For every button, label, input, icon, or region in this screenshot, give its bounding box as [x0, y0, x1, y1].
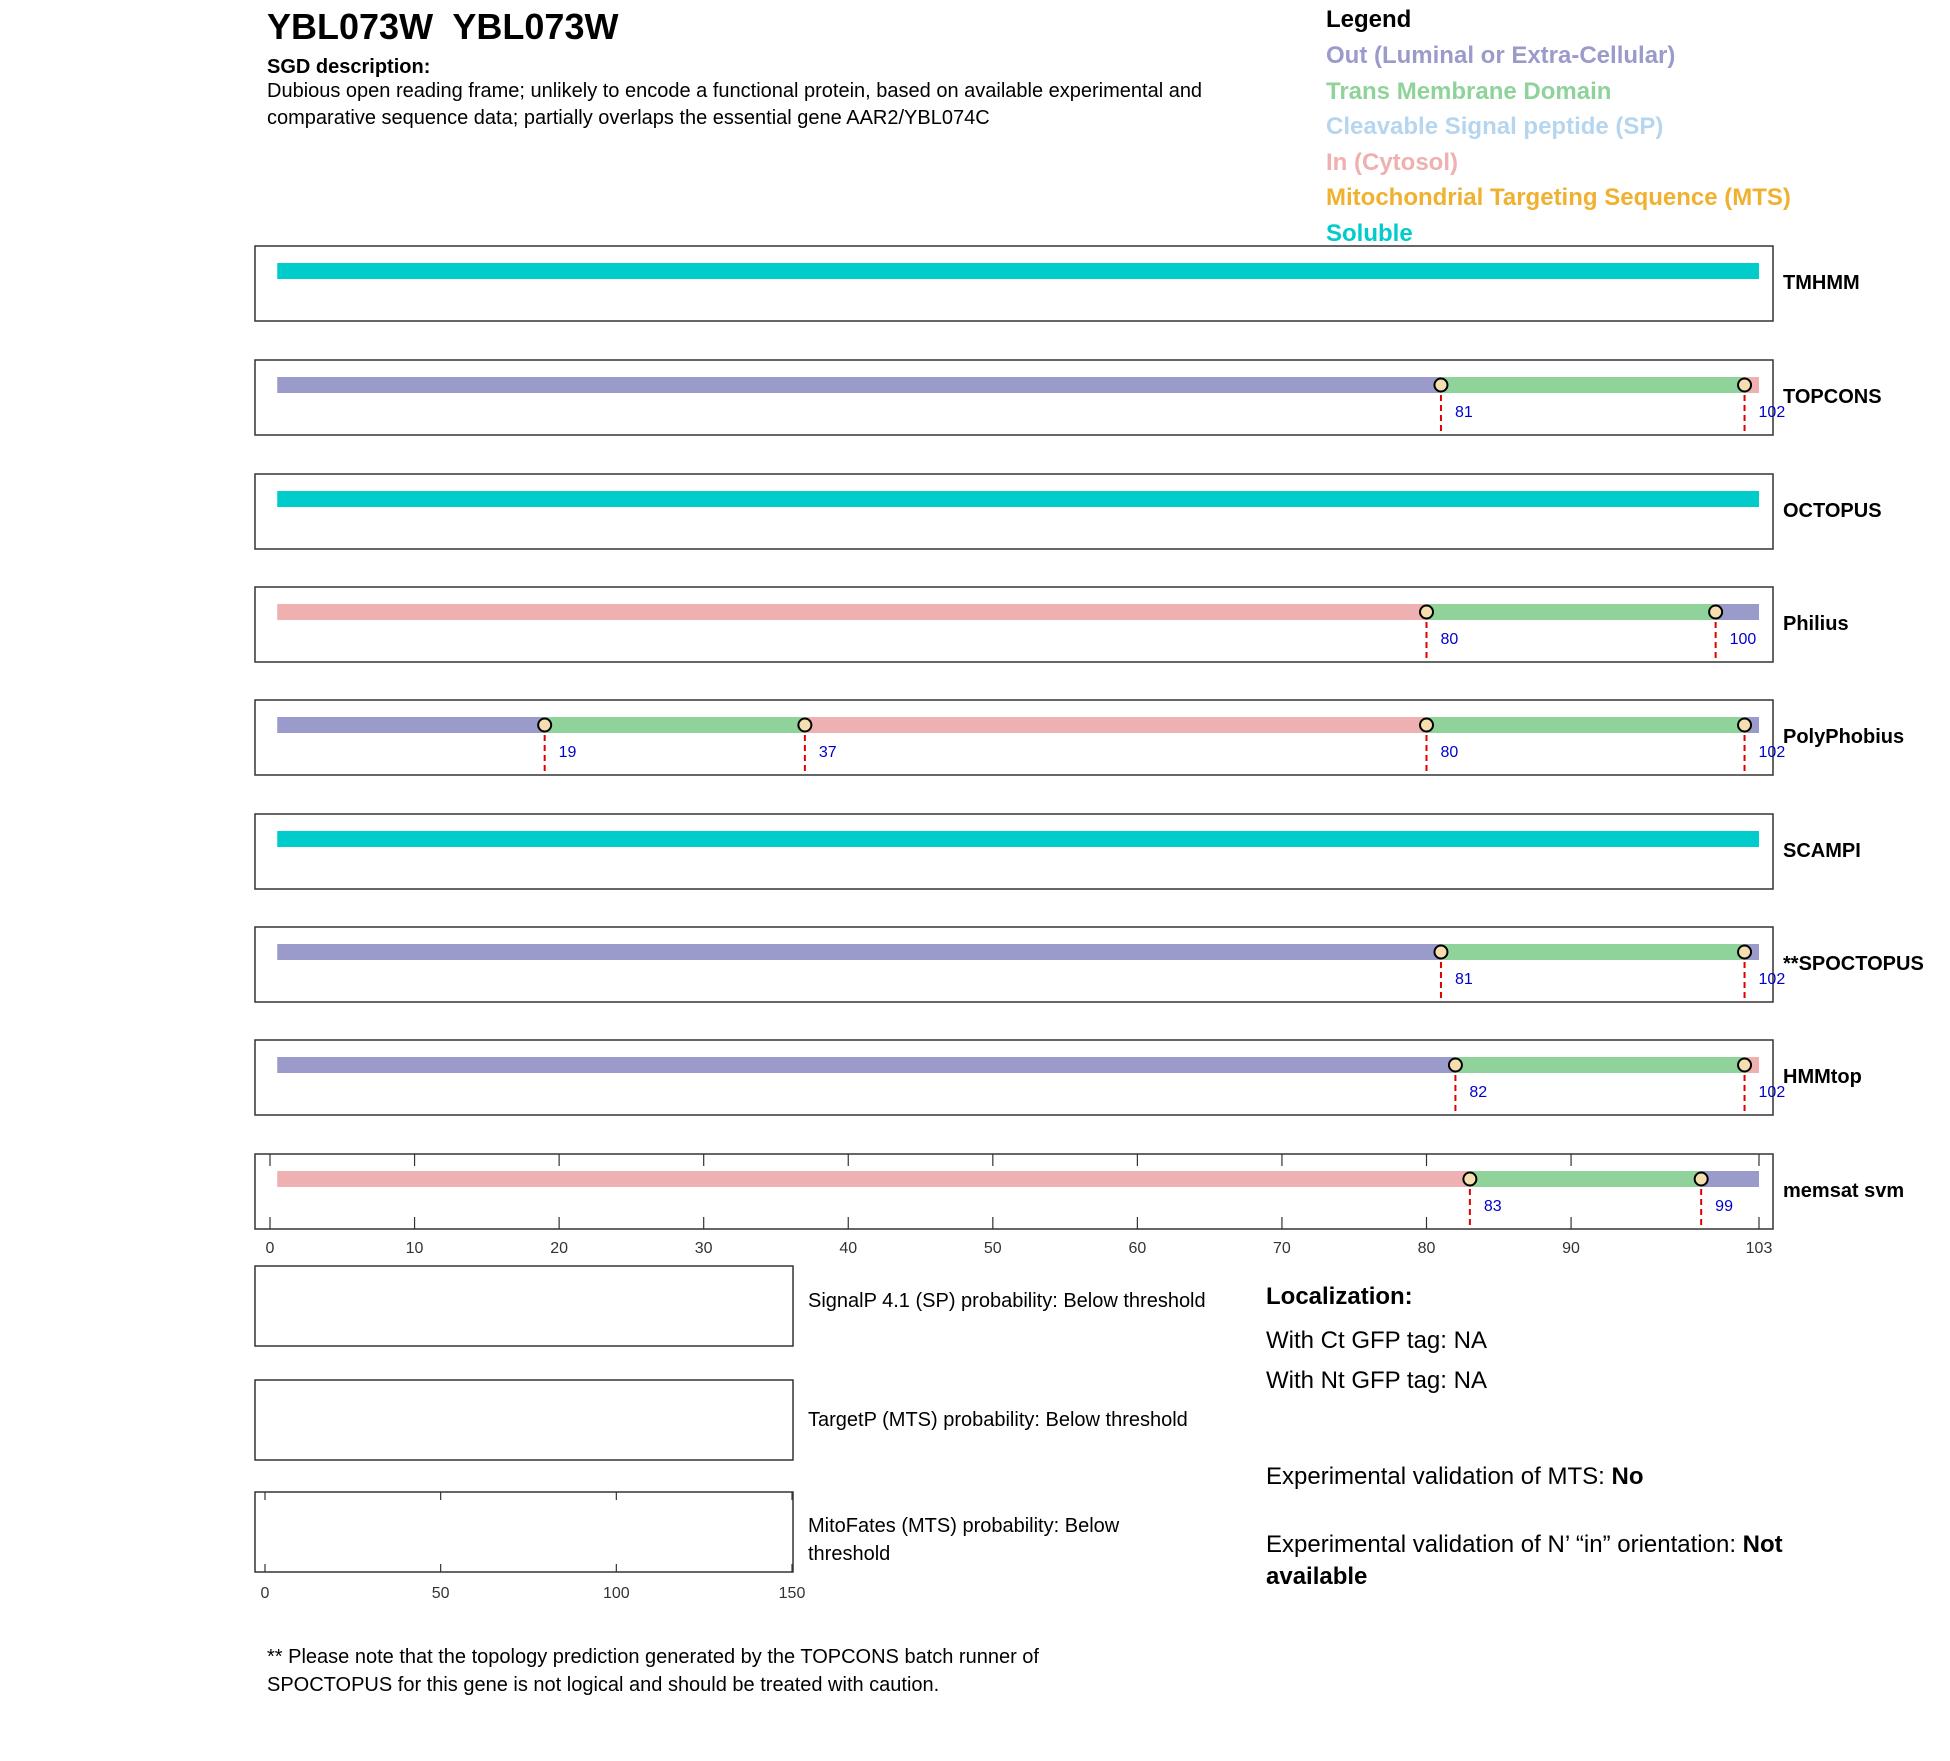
legend-item-soluble: Soluble — [1326, 219, 1413, 247]
segment-out — [277, 1057, 1455, 1073]
track-label: HMMtop — [1783, 1066, 1862, 1088]
localization-ct: With Ct GFP tag: NA — [1266, 1327, 1487, 1354]
boundary-label: 102 — [1758, 404, 1786, 421]
x-tick-label: 0 — [265, 1240, 275, 1257]
track-label: TMHMM — [1783, 272, 1860, 294]
track-box-octopus — [255, 474, 1773, 549]
probability-panel-box — [255, 1380, 793, 1460]
segment-in — [805, 717, 1427, 733]
validation-orientation-value: Not available — [1266, 1531, 1783, 1590]
legend-item-in: In (Cytosol) — [1326, 148, 1458, 176]
probability-panel-box — [255, 1266, 793, 1346]
track-box-memsat-svm — [255, 1154, 1773, 1229]
sgd-description-text: Dubious open reading frame; unlikely to encode a functional protein, based on available experimental and comparative sequence data; partially overlaps the essential gene AAR2/YBL074C — [267, 80, 1203, 129]
boundary-label: 37 — [818, 744, 837, 761]
segment-out — [277, 944, 1441, 960]
validation-orientation — [1266, 1529, 1866, 1593]
boundary-marker — [1434, 946, 1447, 959]
segment-tm — [1427, 717, 1745, 733]
boundary-marker — [1449, 1059, 1462, 1072]
track-label: **SPOCTOPUS — [1783, 953, 1924, 975]
localization-nt: With Nt GFP tag: NA — [1266, 1367, 1487, 1394]
segment-tm — [1427, 604, 1716, 620]
legend-title: Legend — [1326, 6, 1412, 33]
boundary-label: 100 — [1729, 631, 1757, 648]
boundary-label: 81 — [1454, 404, 1473, 421]
segment-soluble — [277, 263, 1759, 279]
validation-mts-value: No — [1611, 1463, 1644, 1490]
legend-item-mts: Mitochondrial Targeting Sequence (MTS) — [1326, 184, 1791, 212]
track-label: Philius — [1783, 613, 1849, 635]
footnote: ** Please note that the topology prediction generated by the TOPCONS batch runner of SPOCTOPUS for this gene is not logical and should be treated with caution. — [267, 1646, 1039, 1696]
prob-tick-label: 0 — [260, 1585, 270, 1602]
segment-out — [277, 377, 1441, 393]
track-box-spoctopus — [255, 927, 1773, 1002]
segment-soluble — [277, 831, 1759, 847]
boundary-label: 102 — [1758, 744, 1786, 761]
x-tick-label: 60 — [1128, 1240, 1147, 1257]
boundary-marker — [1709, 606, 1722, 619]
track-box-hmmtop — [255, 1040, 1773, 1115]
validation-orientation-prefix: Experimental validation of N’ “in” orientation: — [1266, 1531, 1743, 1558]
x-tick-label: 10 — [405, 1240, 424, 1257]
prob-tick-label: 150 — [778, 1585, 806, 1602]
page-title: YBL073W YBL073W — [267, 6, 619, 47]
boundary-label: 82 — [1469, 1084, 1488, 1101]
x-tick-label: 103 — [1745, 1240, 1773, 1257]
track-box-polyphobius — [255, 700, 1773, 775]
validation-mts — [1266, 1463, 1643, 1491]
segment-tm — [1470, 1171, 1701, 1187]
validation-mts-prefix: Experimental validation of MTS: — [1266, 1463, 1612, 1490]
boundary-marker — [1738, 719, 1751, 732]
track-label: memsat svm — [1783, 1180, 1905, 1202]
x-tick-label: 20 — [550, 1240, 569, 1257]
localization-title: Localization: — [1266, 1283, 1413, 1310]
boundary-marker — [1463, 1173, 1476, 1186]
x-tick-label: 90 — [1562, 1240, 1580, 1257]
track-label: PolyPhobius — [1783, 726, 1905, 748]
segment-in — [277, 1171, 1470, 1187]
boundary-label: 80 — [1440, 631, 1459, 648]
boundary-label: 99 — [1715, 1198, 1733, 1215]
segment-soluble — [277, 491, 1759, 507]
boundary-marker — [1434, 379, 1447, 392]
boundary-marker — [1420, 606, 1433, 619]
boundary-marker — [1695, 1173, 1708, 1186]
prob-tick-label: 100 — [602, 1585, 630, 1602]
legend-item-tm: Trans Membrane Domain — [1326, 77, 1612, 105]
segment-tm — [1441, 377, 1745, 393]
mitofates-label: MitoFates (MTS) probability: Below threshold — [808, 1515, 1120, 1565]
track-box-scampi — [255, 814, 1773, 889]
signalp-label: SignalP 4.1 (SP) probability: Below threshold — [808, 1290, 1206, 1312]
boundary-label: 80 — [1440, 744, 1459, 761]
boundary-marker — [1738, 379, 1751, 392]
x-tick-label: 70 — [1273, 1240, 1291, 1257]
targetp-label: TargetP (MTS) probability: Below threshold — [808, 1409, 1188, 1431]
track-box-philius — [255, 587, 1773, 662]
x-tick-label: 40 — [839, 1240, 858, 1257]
track-box-tmhmm — [255, 246, 1773, 321]
legend-item-sp: Cleavable Signal peptide (SP) — [1326, 113, 1664, 141]
x-tick-label: 50 — [983, 1240, 1002, 1257]
boundary-marker — [1420, 719, 1433, 732]
boundary-label: 83 — [1483, 1198, 1502, 1215]
boundary-marker — [1738, 1059, 1751, 1072]
sgd-description-label: SGD description: — [267, 56, 431, 78]
segment-out — [277, 717, 544, 733]
track-label: TOPCONS — [1783, 386, 1882, 408]
boundary-marker — [538, 719, 551, 732]
legend-item-out: Out (Luminal or Extra-Cellular) — [1326, 42, 1676, 69]
boundary-marker — [1738, 946, 1751, 959]
track-box-topcons — [255, 360, 1773, 435]
x-tick-label: 80 — [1417, 1240, 1436, 1257]
segment-out — [1701, 1171, 1759, 1187]
segment-in — [277, 604, 1426, 620]
prob-tick-label: 50 — [431, 1585, 450, 1602]
segment-tm — [1441, 944, 1745, 960]
boundary-label: 102 — [1758, 971, 1786, 988]
boundary-label: 102 — [1758, 1084, 1786, 1101]
track-label: OCTOPUS — [1783, 500, 1882, 522]
boundary-marker — [798, 719, 811, 732]
track-label: SCAMPI — [1783, 840, 1861, 862]
segment-tm — [1455, 1057, 1744, 1073]
probability-panel-box — [255, 1492, 793, 1572]
boundary-label: 19 — [558, 744, 577, 761]
boundary-label: 81 — [1454, 971, 1473, 988]
segment-tm — [545, 717, 805, 733]
x-tick-label: 30 — [694, 1240, 713, 1257]
